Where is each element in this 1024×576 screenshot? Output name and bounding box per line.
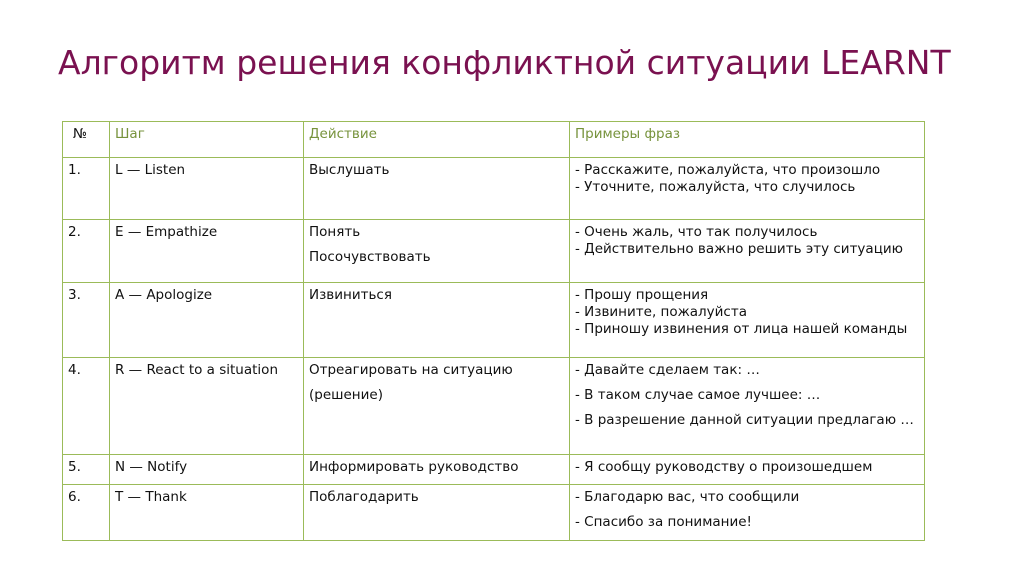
row-action bbox=[304, 283, 570, 358]
example-phrase: - Прошу прощения bbox=[575, 287, 709, 303]
example-phrase: - Давайте сделаем так: … bbox=[575, 362, 760, 378]
example-phrase: - Благодарю вас, что сообщили bbox=[575, 489, 800, 505]
example-phrase: - Расскажите, пожалуйста, что произошло bbox=[575, 162, 881, 178]
header-number: № bbox=[63, 122, 110, 158]
row-action bbox=[304, 358, 570, 455]
example-phrase: - Извините, пожалуйста bbox=[575, 304, 747, 320]
example-phrase: - В разрешение данной ситуации предлагаю … bbox=[575, 412, 914, 428]
table-row bbox=[63, 485, 925, 541]
row-step: T — Thank bbox=[110, 485, 304, 541]
row-examples bbox=[570, 358, 925, 455]
row-action bbox=[304, 158, 570, 220]
table-row bbox=[63, 283, 925, 358]
learnt-table bbox=[62, 121, 925, 541]
table-row bbox=[63, 220, 925, 283]
action-text: Понять bbox=[309, 224, 361, 240]
row-number: 6. bbox=[63, 485, 110, 541]
table-row bbox=[63, 455, 925, 485]
row-step: E — Empathize bbox=[110, 220, 304, 283]
example-phrase: - Спасибо за понимание! bbox=[575, 514, 752, 530]
example-phrase: - Очень жаль, что так получилось bbox=[575, 224, 818, 240]
row-number: 5. bbox=[63, 455, 110, 485]
example-phrase: - Я сообщу руководству о произошедшем bbox=[575, 459, 873, 475]
slide-title: Алгоритм решения конфликтной ситуации LEARNT bbox=[58, 43, 951, 82]
row-action bbox=[304, 485, 570, 541]
action-text: Информировать руководство bbox=[309, 459, 519, 475]
row-action bbox=[304, 455, 570, 485]
row-number: 1. bbox=[63, 158, 110, 220]
row-step: A — Apologize bbox=[110, 283, 304, 358]
action-text: Отреагировать на ситуацию bbox=[309, 362, 513, 378]
row-examples bbox=[570, 283, 925, 358]
action-text: Поблагодарить bbox=[309, 489, 419, 505]
row-step: L — Listen bbox=[110, 158, 304, 220]
row-step: N — Notify bbox=[110, 455, 304, 485]
table-row bbox=[63, 358, 925, 455]
header-examples: Примеры фраз bbox=[570, 122, 925, 158]
action-text: Извиниться bbox=[309, 287, 392, 303]
example-phrase: - Приношу извинения от лица нашей команды bbox=[575, 321, 908, 337]
row-examples bbox=[570, 158, 925, 220]
row-examples bbox=[570, 220, 925, 283]
row-step: R — React to a situation bbox=[110, 358, 304, 455]
row-number: 3. bbox=[63, 283, 110, 358]
table-header-row bbox=[63, 122, 925, 158]
header-action: Действие bbox=[304, 122, 570, 158]
header-step: Шаг bbox=[110, 122, 304, 158]
row-action bbox=[304, 220, 570, 283]
row-number: 2. bbox=[63, 220, 110, 283]
example-phrase: - В таком случае самое лучшее: … bbox=[575, 387, 821, 403]
row-examples bbox=[570, 455, 925, 485]
action-text: Выслушать bbox=[309, 162, 390, 178]
row-examples bbox=[570, 485, 925, 541]
row-number: 4. bbox=[63, 358, 110, 455]
table-row bbox=[63, 158, 925, 220]
example-phrase: - Уточните, пожалуйста, что случилось bbox=[575, 179, 856, 195]
action-text: (решение) bbox=[309, 387, 383, 403]
example-phrase: - Действительно важно решить эту ситуацию bbox=[575, 241, 904, 257]
action-text: Посочувствовать bbox=[309, 249, 431, 265]
